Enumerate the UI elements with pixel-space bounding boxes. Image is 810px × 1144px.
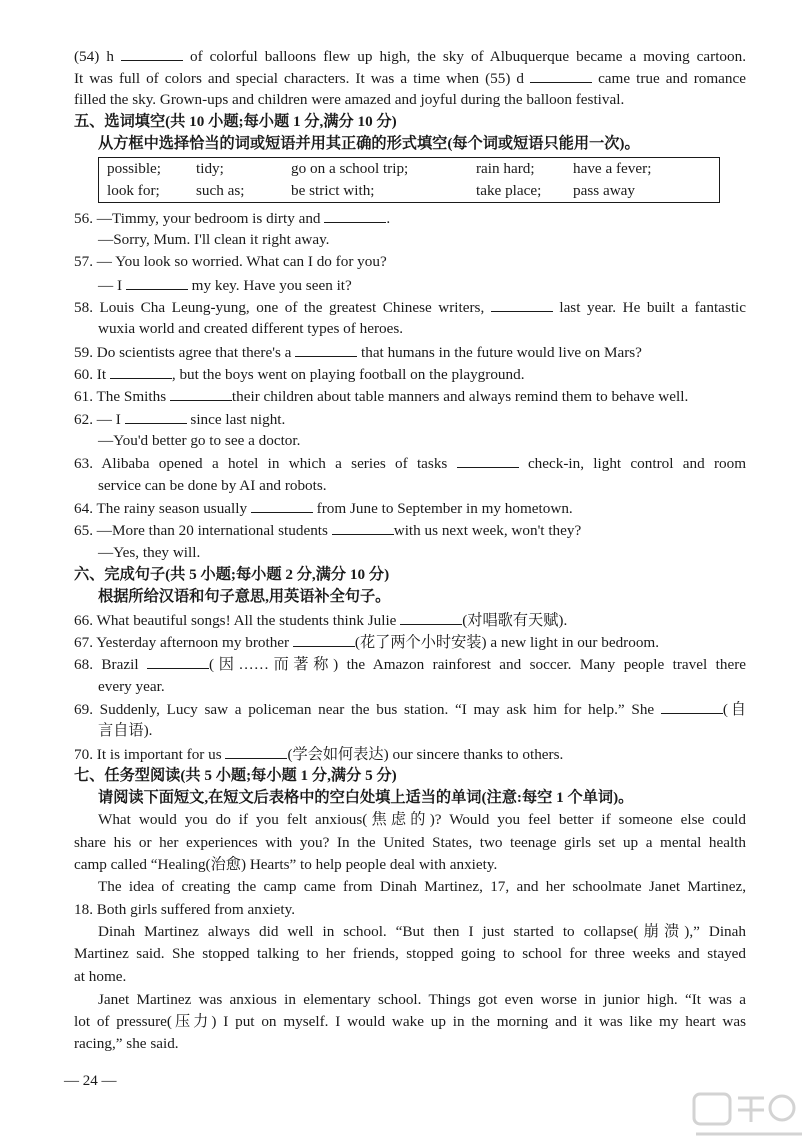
answer-blank-68[interactable] (147, 654, 209, 669)
word-bank-item: take place; (476, 182, 542, 199)
word-bank-item: be strict with; (291, 182, 375, 199)
answer-blank-64[interactable] (251, 498, 313, 513)
reading-paragraph-4: racing,” she said. (74, 1035, 179, 1052)
reading-paragraph-2: The idea of creating the camp came from Dinah Martinez, 17, and her schoolmate Janet Martinez, (98, 878, 746, 895)
question-56-reply: —Sorry, Mum. I'll clean it right away. (98, 231, 330, 248)
answer-blank-69[interactable] (661, 699, 723, 714)
question-67: 67. Yesterday afternoon my brother (花了两个小时安装) a new light in our bedroom. (74, 634, 660, 651)
question-68: 68. Brazil (因……而著称) the Amazon rainforest and soccer. Many people travel there (74, 656, 747, 673)
answer-blank-66[interactable] (400, 610, 462, 625)
section5-instruction: 从方框中选择恰当的词或短语并用其正确的形式填空(每个词或短语只能用一次)。 (98, 135, 640, 152)
question-64: 64. The rainy season usually from June to September in my hometown. (74, 500, 573, 517)
word-bank-item: have a fever; (573, 160, 652, 177)
answer-blank-65[interactable] (332, 520, 394, 535)
reading-paragraph-1: What would you do if you felt anxious(焦虑的)? Would you feel better if someone else could (98, 811, 746, 828)
answer-blank-70[interactable] (225, 744, 287, 759)
passage-line-2: It was full of colors and special characters. It was a time when (55) d came true and romance (74, 70, 747, 87)
question-57: 57. — You look so worried. What can I do for you? (74, 253, 387, 270)
question-60: 60. It , but the boys went on playing football on the playground. (74, 366, 525, 383)
answer-blank-56[interactable] (324, 208, 386, 223)
section7-instruction: 请阅读下面短文,在短文后表格中的空白处填上适当的单词(注意:每空 1 个单词)。 (98, 789, 634, 806)
answer-blank-60[interactable] (110, 364, 172, 379)
word-bank-box (98, 157, 720, 203)
passage-line-3: filled the sky. Grown-ups and children were amazed and joyful during the balloon festival. (74, 91, 625, 108)
question-65: 65. —More than 20 international students with us next week, won't they? (74, 522, 582, 539)
answer-blank-58[interactable] (491, 297, 553, 312)
question-69: 69. Suddenly, Lucy saw a policeman near the bus station. “I may ask him for help.” She (自 (74, 701, 747, 718)
answer-blank-54[interactable] (121, 46, 183, 61)
watermark-logo-icon (690, 1090, 808, 1142)
question-70: 70. It is important for us (学会如何表达) our sincere thanks to others. (74, 746, 564, 763)
passage-line-1: (54) h of colorful balloons flew up high, the sky of Albuquerque became a moving cartoon. (74, 48, 747, 65)
question-69-cont: 言自语). (98, 722, 153, 739)
reading-paragraph-3: at home. (74, 968, 127, 985)
question-62-reply: —You'd better go to see a doctor. (98, 432, 301, 449)
reading-paragraph-4: Janet Martinez was anxious in elementary school. Things got even worse in junior high. “It was a (98, 991, 746, 1008)
answer-blank-57[interactable] (126, 275, 188, 290)
question-63: 63. Alibaba opened a hotel in which a series of tasks check-in, light control and room (74, 455, 747, 472)
section5-heading: 五、选词填空(共 10 小题;每小题 1 分,满分 10 分) (74, 113, 397, 130)
word-bank-item: look for; (107, 182, 160, 199)
reading-paragraph-1: camp called “Healing(治愈) Hearts” to help people deal with anxiety. (74, 856, 498, 873)
section6-instruction: 根据所给汉语和句子意思,用英语补全句子。 (98, 588, 391, 605)
question-58-cont: wuxia world and created different types of heroes. (98, 320, 404, 337)
page-number: — 24 — (64, 1073, 117, 1089)
word-bank-item: go on a school trip; (291, 160, 409, 177)
reading-paragraph-3: Dinah Martinez always did well in school. “But then I just started to collapse(崩溃),” Dinah (98, 923, 746, 940)
reading-paragraph-1: share his or her experiences with you? In the United States, two teenage girls set up a mental health (74, 834, 746, 851)
answer-blank-55[interactable] (530, 68, 592, 83)
reading-paragraph-3: Martinez said. She stopped talking to her friends, stopped going to school for three weeks and stayed (74, 945, 746, 962)
answer-blank-63[interactable] (457, 453, 519, 468)
answer-blank-67[interactable] (293, 632, 355, 647)
question-58: 58. Louis Cha Leung-yung, one of the greatest Chinese writers, last year. He built a fantastic (74, 299, 746, 316)
question-61: 61. The Smiths their children about table manners and always remind them to behave well. (74, 388, 689, 405)
question-56: 56. —Timmy, your bedroom is dirty and . (74, 210, 391, 227)
word-bank-item: such as; (196, 182, 245, 199)
question-65-reply: —Yes, they will. (98, 544, 201, 561)
word-bank-item: tidy; (196, 160, 224, 177)
answer-blank-61[interactable] (170, 386, 232, 401)
question-62: 62. — I since last night. (74, 411, 286, 428)
section7-heading: 七、任务型阅读(共 5 小题;每小题 1 分,满分 5 分) (74, 767, 397, 784)
question-57-reply: — I my key. Have you seen it? (98, 277, 352, 294)
question-66: 66. What beautiful songs! All the students think Julie (对唱歌有天赋). (74, 612, 568, 629)
question-63-cont: service can be done by AI and robots. (98, 477, 327, 494)
word-bank-item: rain hard; (476, 160, 535, 177)
question-68-cont: every year. (98, 678, 165, 695)
word-bank-item: possible; (107, 160, 162, 177)
word-bank-item: pass away (573, 182, 635, 199)
answer-blank-59[interactable] (295, 342, 357, 357)
question-59: 59. Do scientists agree that there's a that humans in the future would live on Mars? (74, 344, 642, 361)
reading-paragraph-2: 18. Both girls suffered from anxiety. (74, 901, 296, 918)
reading-paragraph-4: lot of pressure(压力) I put on myself. I would wake up in the morning and it was like my heart was (74, 1013, 746, 1030)
section6-heading: 六、完成句子(共 5 小题;每小题 2 分,满分 10 分) (74, 566, 390, 583)
answer-blank-62[interactable] (125, 409, 187, 424)
